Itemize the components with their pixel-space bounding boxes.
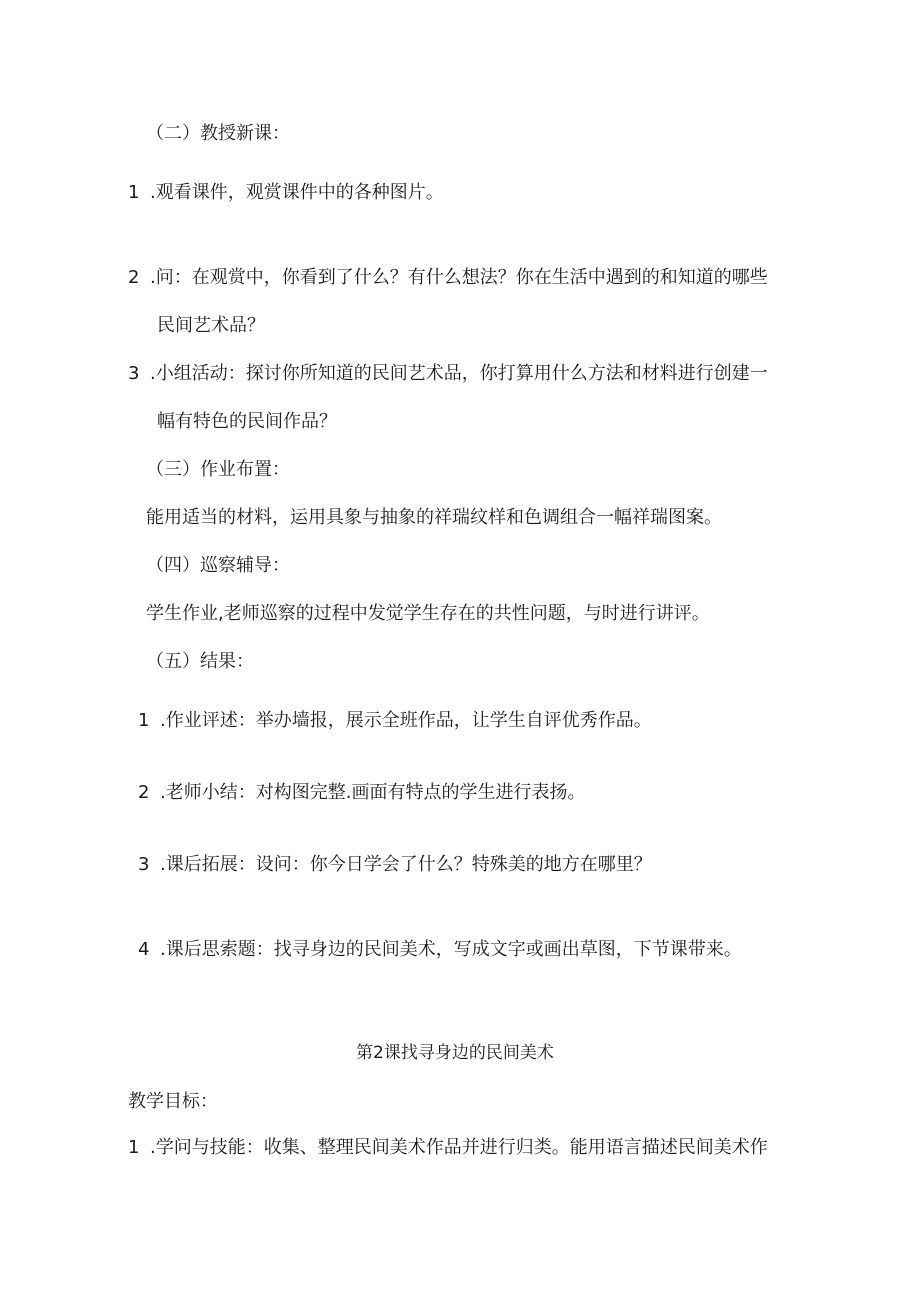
list-item bbox=[128, 181, 444, 205]
list-item-number: 2 bbox=[128, 267, 140, 288]
teaching-goals-label: 教学目标： bbox=[128, 1091, 218, 1112]
list-item-text: .课后思索题：找寻身边的民间美术，写成文字或画出草图，下节课带来。 bbox=[160, 939, 742, 960]
list-item bbox=[128, 266, 768, 290]
list-item-continuation: 民间艺术品？ bbox=[157, 315, 265, 336]
list-item-number: 1 bbox=[128, 1137, 140, 1158]
list-item-text: .问：在观赏中，你看到了什么？有什么想法？你在生活中遇到的和知道的哪些 bbox=[150, 267, 768, 288]
list-item-text: .课后拓展：设问：你今日学会了什么？特殊美的地方在哪里？ bbox=[160, 854, 652, 875]
list-item-text: .小组活动：探讨你所知道的民间艺术品，你打算用什么方法和材料进行创建一 bbox=[150, 363, 768, 384]
list-item-text: .学问与技能：收集、整理民间美术作品并进行归类。能用语言描述民间美术作 bbox=[150, 1137, 768, 1158]
list-item-number: 2 bbox=[138, 782, 150, 803]
list-item-continuation: 幅有特色的民间作品？ bbox=[157, 411, 337, 432]
section-heading-tutoring: （四）巡察辅导： bbox=[146, 555, 290, 576]
tutoring-body: 学生作业,老师巡察的过程中发觉学生存在的共性问题，与时进行讲评。 bbox=[146, 603, 710, 624]
list-item-text: .老师小结：对构图完整.画面有特点的学生进行表扬。 bbox=[160, 782, 586, 803]
list-item bbox=[128, 362, 768, 386]
section-heading-result: （五）结果： bbox=[146, 651, 254, 672]
section-heading-homework: （三）作业布置： bbox=[146, 459, 290, 480]
list-item-number: 1 bbox=[138, 710, 150, 731]
list-item-text: .作业评述：举办墙报，展示全班作品，让学生自评优秀作品。 bbox=[160, 710, 652, 731]
list-item-text: .观看课件，观赏课件中的各种图片。 bbox=[150, 182, 444, 203]
list-item-number: 1 bbox=[128, 182, 140, 203]
list-item bbox=[128, 1136, 768, 1160]
list-item bbox=[138, 853, 652, 877]
list-item bbox=[138, 781, 585, 805]
section-heading-teach-new: （二）教授新课： bbox=[146, 123, 290, 144]
list-item bbox=[138, 938, 742, 962]
lesson-title: 第2课找寻身边的民间美术 bbox=[356, 1043, 554, 1063]
homework-body: 能用适当的材料，运用具象与抽象的祥瑞纹样和色调组合一幅祥瑞图案。 bbox=[146, 507, 722, 528]
list-item-number: 3 bbox=[138, 854, 150, 875]
list-item-number: 3 bbox=[128, 363, 140, 384]
list-item bbox=[138, 709, 652, 733]
list-item-number: 4 bbox=[138, 939, 150, 960]
